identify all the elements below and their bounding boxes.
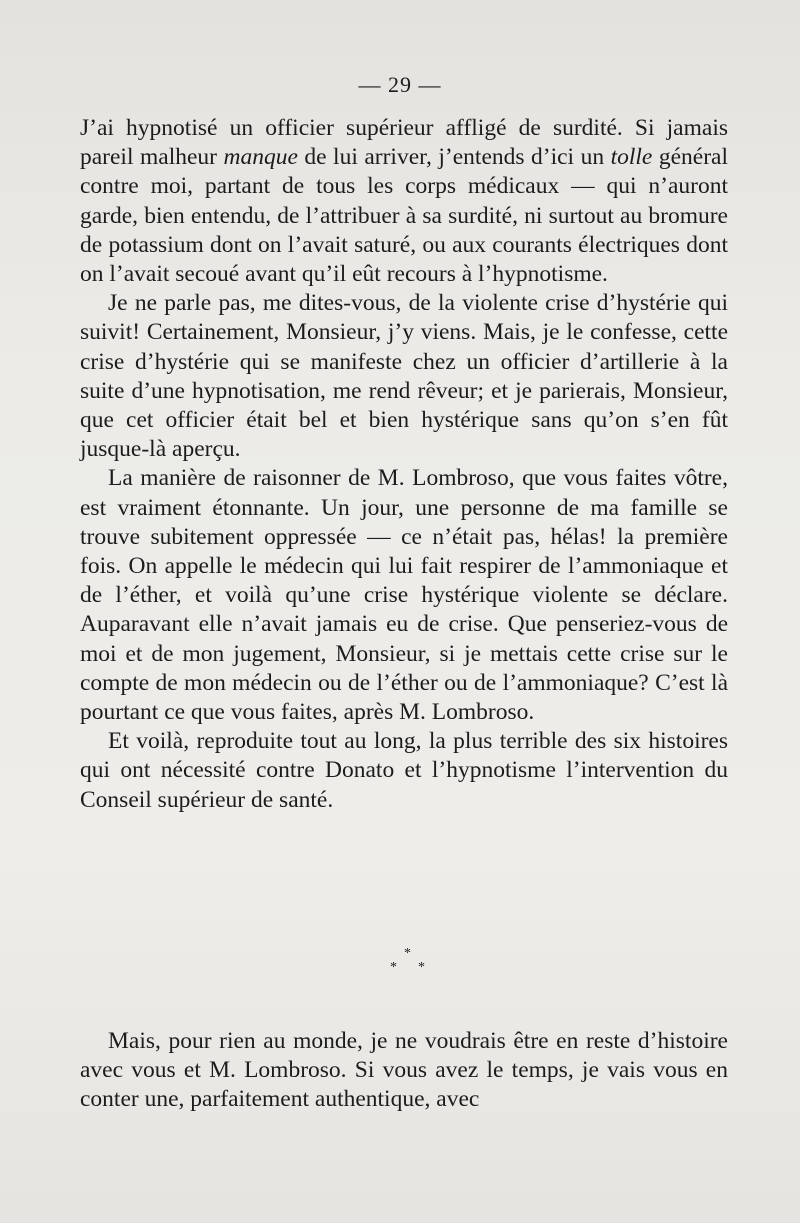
asterism-separator	[380, 946, 430, 978]
paragraph-1: J’ai hypnotisé un officier supérieur affligé de surdité. Si jamais pareil malheur manque de lui arriver, j’entends d’ici un tolle général contre moi, partant de tous les corps médicaux — qui n’auront garde, bien entendu, de l’attribuer à sa surdité, ni surtout au bromure de potassium dont on l’avait saturé, ou aux courants électriques dont on l’avait secoué avant qu’il eût recours à l’hypnotisme.	[80, 115, 728, 288]
asterisk-top: *	[404, 946, 411, 961]
asterisk-right: *	[418, 960, 425, 975]
main-text-block	[80, 114, 728, 815]
continuation-text-block	[80, 1027, 728, 1115]
paragraph-2: Je ne parle pas, me dites-vous, de la violente crise d’hystérie qui suivit! Certainement, Monsieur, j’y viens. Mais, je le confesse, cette crise d’hystérie qui se manifeste chez un officier d’artillerie à la suite d’une hypnotisation, me rend rêveur; et je parierais, Monsieur, que cet officier était bel et bien hystérique sans qu’on s’en fût jusque-là aperçu.	[80, 290, 728, 463]
paragraph-5: Mais, pour rien au monde, je ne voudrais être en reste d’histoire avec vous et M. Lombroso. Si vous avez le temps, je vais vous en conter une, parfaitement authentique, avec	[80, 1028, 728, 1113]
page-number: — 29 —	[358, 72, 442, 97]
paragraph-3: La manière de raisonner de M. Lombroso, que vous faites vôtre, est vraiment étonnante. Un jour, une personne de ma famille se trouve subitement oppressée — ce n’était pas, hélas! la première fois. On appelle le médecin qui lui fait respirer de l’ammoniaque et de l’éther, et voilà qu’une crise hystérique violente se déclare. Auparavant elle n’avait jamais eu de crise. Que penseriez-vous de moi et de mon jugement, Monsieur, si je mettais cette crise sur le compte de mon médecin ou de l’éther ou de l’ammoniaque? C’est là pourtant ce que vous faites, après M. Lombroso.	[80, 465, 728, 726]
paragraph-4: Et voilà, reproduite tout au long, la plus terrible des six histoires qui ont nécessité contre Donato et l’hypnotisme l’intervention du Conseil supérieur de santé.	[80, 728, 728, 813]
asterisk-left: *	[390, 960, 397, 975]
